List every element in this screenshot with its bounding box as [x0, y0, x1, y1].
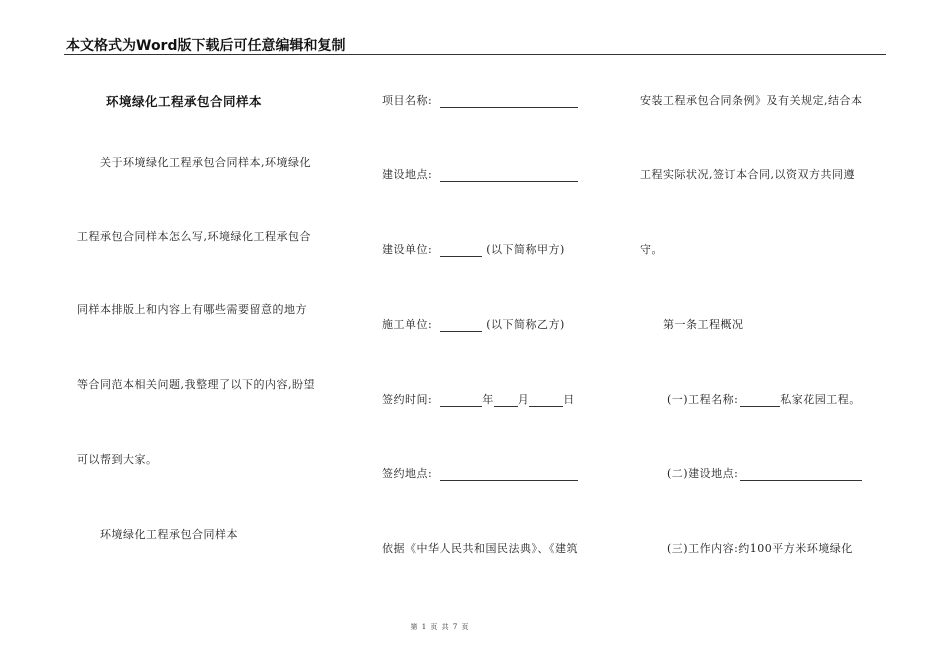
day-text: 日: [563, 393, 575, 406]
party-a-row: [382, 243, 565, 257]
col3-line-1: 安装工程承包合同条例》及有关规定,结合本: [640, 94, 863, 107]
intro-line-5: 可以帮到大家。: [77, 453, 158, 466]
month-blank: [494, 394, 518, 407]
party-b-label: 施工单位:: [382, 318, 433, 331]
item-1-row: [667, 393, 861, 407]
project-name-blank: [440, 95, 578, 108]
item-1-tail: 私家花园工程。: [780, 393, 861, 406]
site-row: [382, 168, 578, 182]
site-label: 建设地点:: [382, 168, 433, 181]
party-a-blank: [440, 244, 482, 257]
header-divider: [64, 54, 886, 55]
col3-line-3: 守。: [640, 243, 663, 256]
project-name-label: 项目名称:: [382, 94, 433, 107]
article-1-heading: 第一条工程概况: [663, 318, 744, 331]
day-blank: [529, 394, 563, 407]
item-2-label: (二)建设地点:: [667, 467, 739, 480]
sign-place-label: 签约地点:: [382, 467, 433, 480]
intro-line-2: 工程承包合同样本怎么写,环境绿化工程承包合: [77, 230, 311, 243]
item-1-label: (一)工程名称:: [667, 393, 739, 406]
party-b-blank: [440, 319, 482, 332]
party-b-note: (以下简称乙方): [486, 318, 565, 331]
year-text: 年: [482, 393, 494, 406]
sign-time-label: 签约时间:: [382, 393, 433, 406]
intro-line-4: 等合同范本相关问题,我整理了以下的内容,盼望: [77, 378, 315, 391]
item-2-row: [667, 467, 862, 481]
year-blank: [440, 394, 482, 407]
sign-place-row: [382, 467, 578, 481]
project-name-row: [382, 94, 578, 108]
page-footer: 第 1 页 共 7 页: [410, 623, 470, 631]
party-a-note: (以下简称甲方): [486, 243, 565, 256]
month-text: 月: [517, 393, 530, 406]
site-blank: [440, 169, 578, 182]
intro-line-3: 同样本排版上和内容上有哪些需要留意的地方: [77, 303, 307, 316]
col3-line-2: 工程实际状况,签订本合同,以资双方共同遵: [640, 168, 855, 181]
sign-place-blank: [440, 468, 578, 481]
document-header: 本文格式为Word版下载后可任意编辑和复制: [66, 38, 346, 54]
contract-title: 环境绿化工程承包合同样本: [106, 94, 263, 109]
party-b-row: [382, 318, 565, 332]
item-3-line: (三)工作内容:约100平方米环境绿化: [667, 542, 853, 555]
sign-time-row: [382, 393, 575, 407]
intro-line-1: 关于环境绿化工程承包合同样本,环境绿化: [100, 156, 311, 169]
sample-heading: 环境绿化工程承包合同样本: [100, 528, 238, 541]
party-a-label: 建设单位:: [382, 243, 433, 256]
basis-line: 依据《中华人民共和国民法典》、《建筑: [382, 542, 578, 555]
item-1-blank: [740, 394, 780, 407]
item-2-blank: [740, 468, 862, 481]
